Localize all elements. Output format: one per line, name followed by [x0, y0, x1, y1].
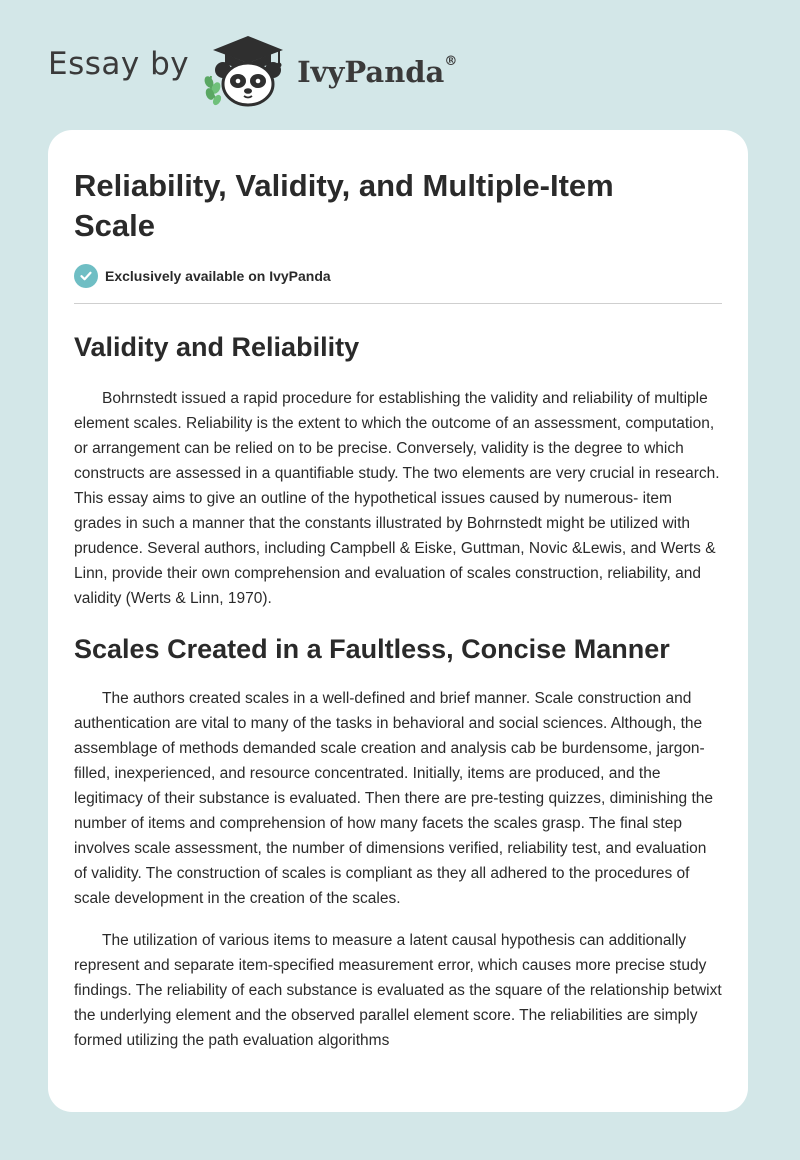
essay-card: [48, 130, 748, 1112]
section-heading: Validity and Reliability: [74, 332, 360, 362]
site-header: [48, 30, 457, 110]
brand-name-text: IvyPanda: [297, 55, 445, 89]
paragraph: The utilization of various items to measure a latent causal hypothesis can additionally represent and separate item-specified measurement error, which causes more precise study findings. The reliability of each substance is evaluated as the square of the relationship betwixt the underlying element and the observed parallel element score. The reliabilities are simply formed utilizing the path evaluation algorithms: [74, 932, 722, 1049]
essay-by-label: Essay by: [48, 46, 190, 82]
essay-title: Reliability, Validity, and Multiple-Item Scale: [74, 168, 614, 243]
section-scales-created: [74, 632, 722, 1053]
section-heading: Scales Created in a Faultless, Concise Manner: [74, 634, 670, 664]
paragraph: Bohrnstedt issued a rapid procedure for establishing the validity and reliability of multiple element scales. Reliability is the extent to which the outcome of an assessment, computation, or arrangement can be relied on to be precise. Conversely, validity is the degree to which constructs are assessed in a quantifiable study. The two elements are very crucial in research. This essay aims to give an outline of the hypothetical issues caused by numerous- item grades in such a manner that the constants illustrated by Bohrnstedt might be utilized with prudence. Several authors, including Campbell & Eiske, Guttman, Novic &Lewis, and Werts & Linn, provide their own comprehension and evaluation of scales construction, reliability, and validity (Werts & Linn, 1970).: [74, 390, 720, 607]
ivypanda-logo-icon[interactable]: [203, 30, 293, 110]
divider: [74, 303, 722, 304]
exclusive-badge: [74, 264, 722, 288]
paragraph: The authors created scales in a well-defined and brief manner. Scale construction and authentication are vital to many of the tasks in behavioral and social sciences. Although, the assemblage of methods demanded scale creation and analysis cab be burdensome, jargon-filled, inexperienced, and resource concentrated. Initially, items are produced, and the legitimacy of their substance is evaluated. Then there are pre-testing quizzes, diminishing the number of items and comprehension of how many facets the scales grasp. The final step involves scale assessment, the number of dimensions verified, reliability test, and evaluation of validity. The construction of scales is compliant as they all adhered to the procedures of scale development in the creation of the scales.: [74, 690, 714, 907]
exclusive-badge-label: Exclusively available on IvyPanda: [105, 268, 331, 284]
registered-mark: ®: [444, 54, 458, 70]
section-validity-reliability: [74, 330, 722, 611]
brand-name[interactable]: [297, 55, 457, 89]
checkmark-icon: [74, 264, 98, 288]
